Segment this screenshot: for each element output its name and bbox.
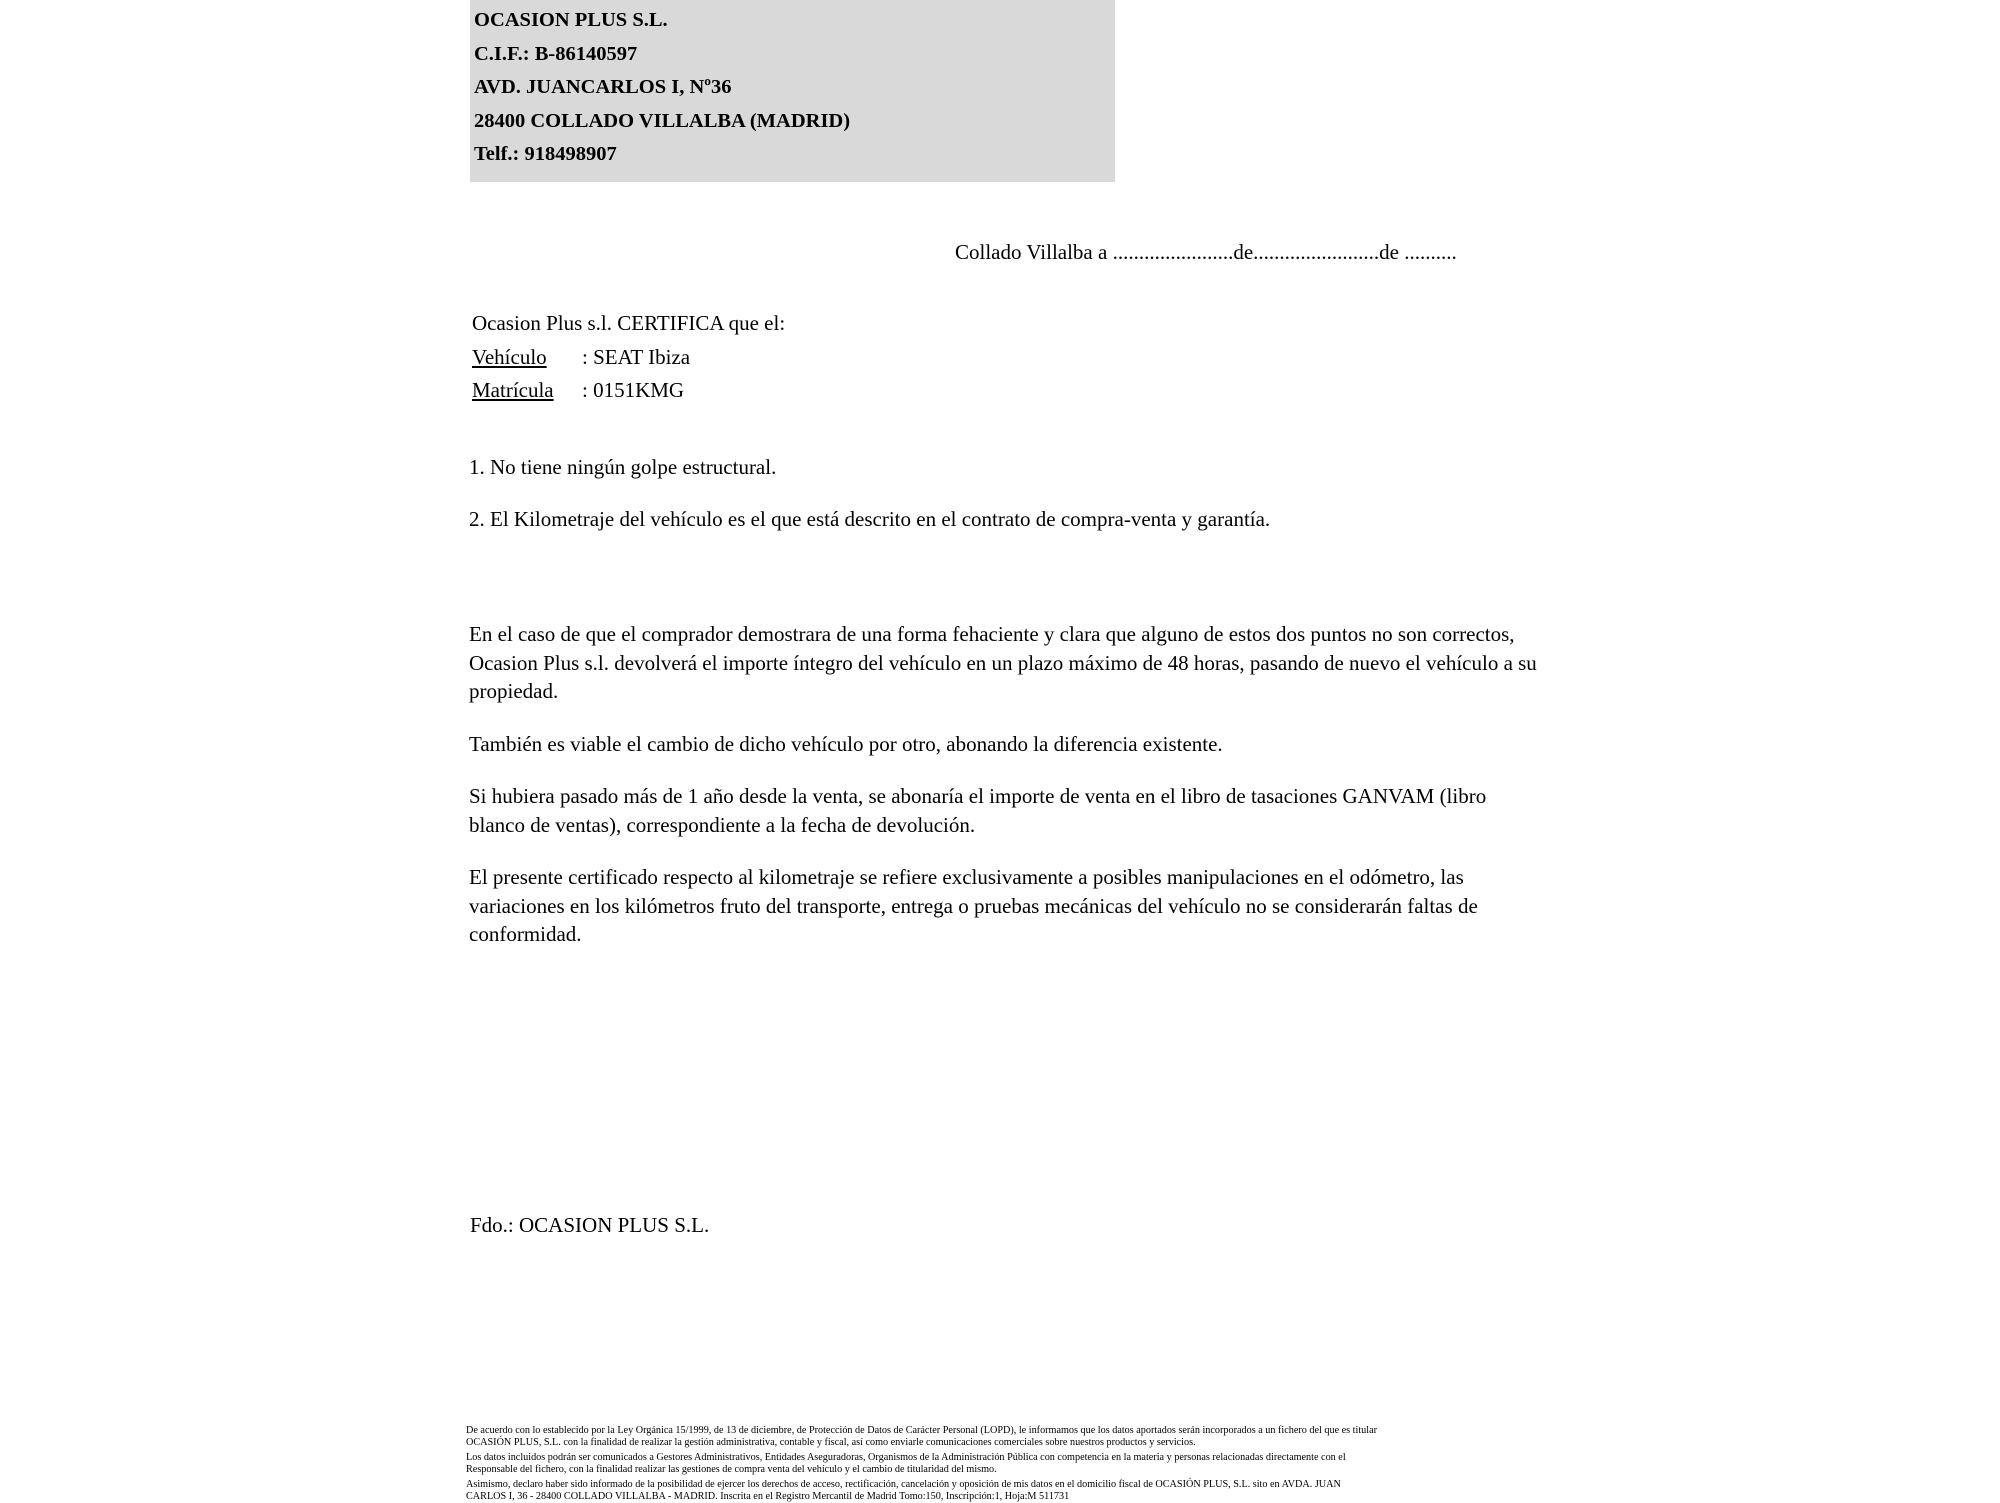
body-paragraph-2: También es viable el cambio de dicho vehículo por otro, abonando la diferencia existente. <box>469 731 1223 756</box>
vehicle-value: : SEAT Ibiza <box>582 344 691 369</box>
letterhead-block <box>470 0 1115 182</box>
plate-value: : 0151KMG <box>582 378 685 402</box>
legal-line-4: Responsable del fichero, con la finalidad realizar las gestiones de compra venta del vehículo y el cambio de titularidad del mismo. <box>466 1463 997 1475</box>
place-and-date-line: Collado Villalba a .......................de........................de .......... <box>955 240 1457 264</box>
certified-points <box>469 455 1270 559</box>
legal-line-2: OCASIÓN PLUS, S.L. con la finalidad de realizar la gestión administrativa, contable y fiscal, así como enviarle comunicaciones comerciales sobre nuestros productos y servicios. <box>466 1436 1196 1448</box>
company-address: AVD. JUANCARLOS I, Nº36 <box>474 76 732 98</box>
company-cif: C.I.F.: B-86140597 <box>474 42 638 65</box>
company-phone: Telf.: 918498907 <box>474 143 617 165</box>
legal-line-3: Los datos incluidos podrán ser comunicados a Gestores Administrativos, Entidades Aseguradoras, Organismos de la Administración Pública con competencia en la materia y personas relacionadas directamente con el <box>466 1452 1346 1464</box>
certification-block <box>472 307 785 408</box>
legal-notice <box>466 1425 1556 1503</box>
signature-line: Fdo.: OCASION PLUS S.L. <box>470 1213 710 1237</box>
company-name: OCASION PLUS S.L. <box>474 9 668 31</box>
body-paragraph-4: El presente certificado respecto al kilometraje se refiere exclusivamente a posibles manipulaciones en el odómetro, las variaciones en los kilómetros fruto del transporte, entrega o pruebas mecánicas del vehículo no se considerarán faltas de conformidad. <box>469 865 1478 946</box>
vehicle-row <box>472 341 785 375</box>
plate-row <box>472 374 785 408</box>
vehicle-label: Vehículo <box>472 344 547 369</box>
plate-label: Matrícula <box>472 378 554 402</box>
point-1: 1. No tiene ningún golpe estructural. <box>469 455 777 479</box>
legal-line-5: Asimismo, declaro haber sido informado de la posibilidad de ejercer los derechos de acceso, rectificación, cancelación y oposición de mis datos en el domicilio fiscal de OCASIÓN PLUS, S.L. sito en AVDA. JUAN <box>466 1479 1341 1491</box>
certification-intro: Ocasion Plus s.l. CERTIFICA que el: <box>472 311 786 335</box>
point-2: 2. El Kilometraje del vehículo es el que está descrito en el contrato de compra-venta y garantía. <box>469 507 1271 531</box>
company-city: 28400 COLLADO VILLALBA (MADRID) <box>474 109 851 132</box>
body-paragraph-3: Si hubiera pasado más de 1 año desde la venta, se abonaría el importe de venta en el libro de tasaciones GANVAM (libro blanco de ventas), correspondiente a la fecha de devolución. <box>469 784 1487 837</box>
body-text <box>469 620 1539 949</box>
legal-line-1: De acuerdo con lo establecido por la Ley Orgánica 15/1999, de 13 de diciembre, de Protección de Datos de Carácter Personal (LOPD), le informamos que los datos aportados serán incorporados a un fichero del que es titular <box>466 1425 1378 1436</box>
legal-line-6: CARLOS I, 36 - 28400 COLLADO VILLALBA - MADRID. Inscrita en el Registro Mercantil de Madrid Tomo:150, Inscripción:1, Hoja:M 511731 <box>466 1490 1070 1502</box>
body-paragraph-1: En el caso de que el comprador demostrara de una forma fehaciente y clara que alguno de estos dos puntos no son correctos, Ocasion Plus s.l. devolverá el importe íntegro del vehículo en un plazo máximo de 48 horas, pasando de nuevo el vehículo a su propiedad. <box>469 622 1537 703</box>
